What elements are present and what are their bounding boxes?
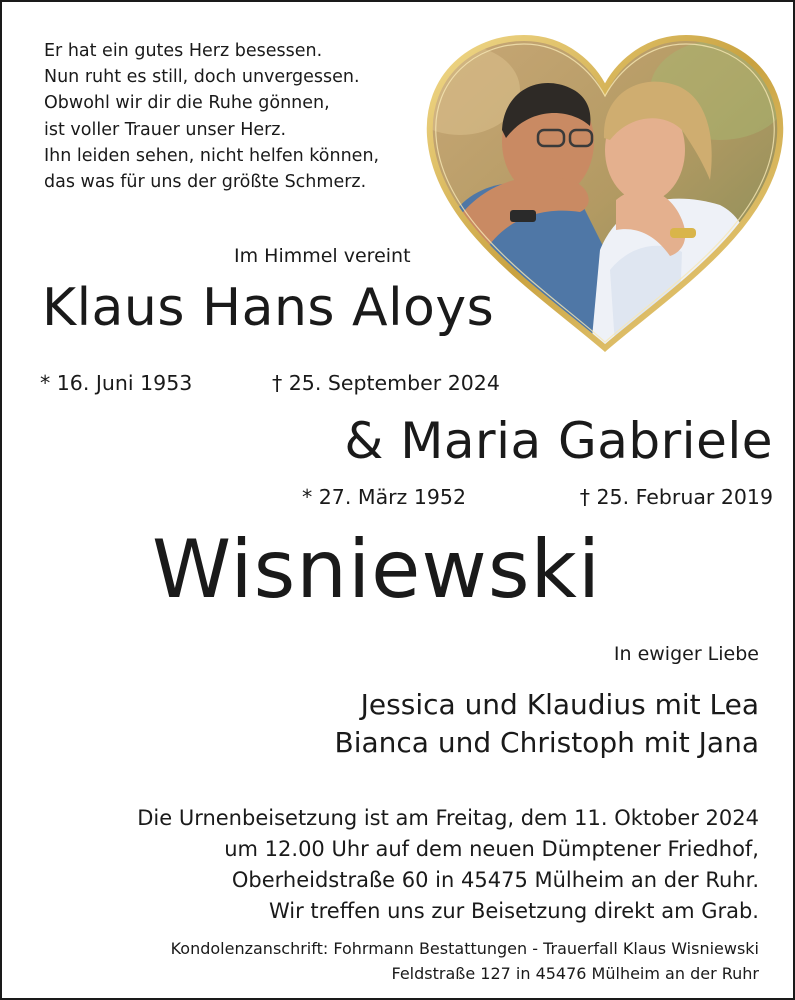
poem-line: Obwohl wir dir die Ruhe gönnen, <box>44 93 330 114</box>
person2-death-date: † 25. Februar 2019 <box>579 485 773 509</box>
poem-line: Ihn leiden sehen, nicht helfen können, <box>44 145 380 166</box>
poem <box>44 38 379 195</box>
family-surname: Wisniewski <box>152 523 602 616</box>
poem-line: das was für uns der größte Schmerz. <box>44 172 367 193</box>
burial-information <box>137 803 759 927</box>
burial-line: Oberheidstraße 60 in 45475 Mülheim an der Ruhr. <box>231 868 759 892</box>
poem-line: Er hat ein gutes Herz besessen. <box>44 41 323 61</box>
person1-birth-date: * 16. Juni 1953 <box>40 371 193 395</box>
mourner-line: Jessica und Klaudius mit Lea <box>360 688 759 721</box>
condolence-line: Kondolenzanschrift: Fohrmann Bestattungen - Trauerfall Klaus Wisniewski <box>170 939 759 958</box>
burial-line: um 12.00 Uhr auf dem neuen Dümptener Friedhof, <box>224 837 759 861</box>
condolence-line: Feldstraße 127 in 45476 Mülheim an der Ruhr <box>391 964 759 983</box>
person1-death-date: † 25. September 2024 <box>272 371 500 395</box>
heading-im-himmel-vereint: Im Himmel vereint <box>234 245 411 267</box>
poem-line: Nun ruht es still, doch unvergessen. <box>44 67 360 88</box>
mourner-line: Bianca und Christoph mit Jana <box>334 726 759 759</box>
mourners-list <box>335 686 759 762</box>
burial-line: Wir treffen uns zur Beisetzung direkt am Grab. <box>268 899 759 923</box>
condolence-address <box>171 936 759 986</box>
person2-birth-date: * 27. März 1952 <box>302 485 467 509</box>
burial-line: Die Urnenbeisetzung ist am Freitag, dem 11. Oktober 2024 <box>137 806 759 830</box>
person2-name: & Maria Gabriele <box>344 412 773 470</box>
closing-phrase: In ewiger Liebe <box>613 643 759 665</box>
person1-name: Klaus Hans Aloys <box>42 278 495 338</box>
poem-line: ist voller Trauer unser Herz. <box>44 119 287 140</box>
